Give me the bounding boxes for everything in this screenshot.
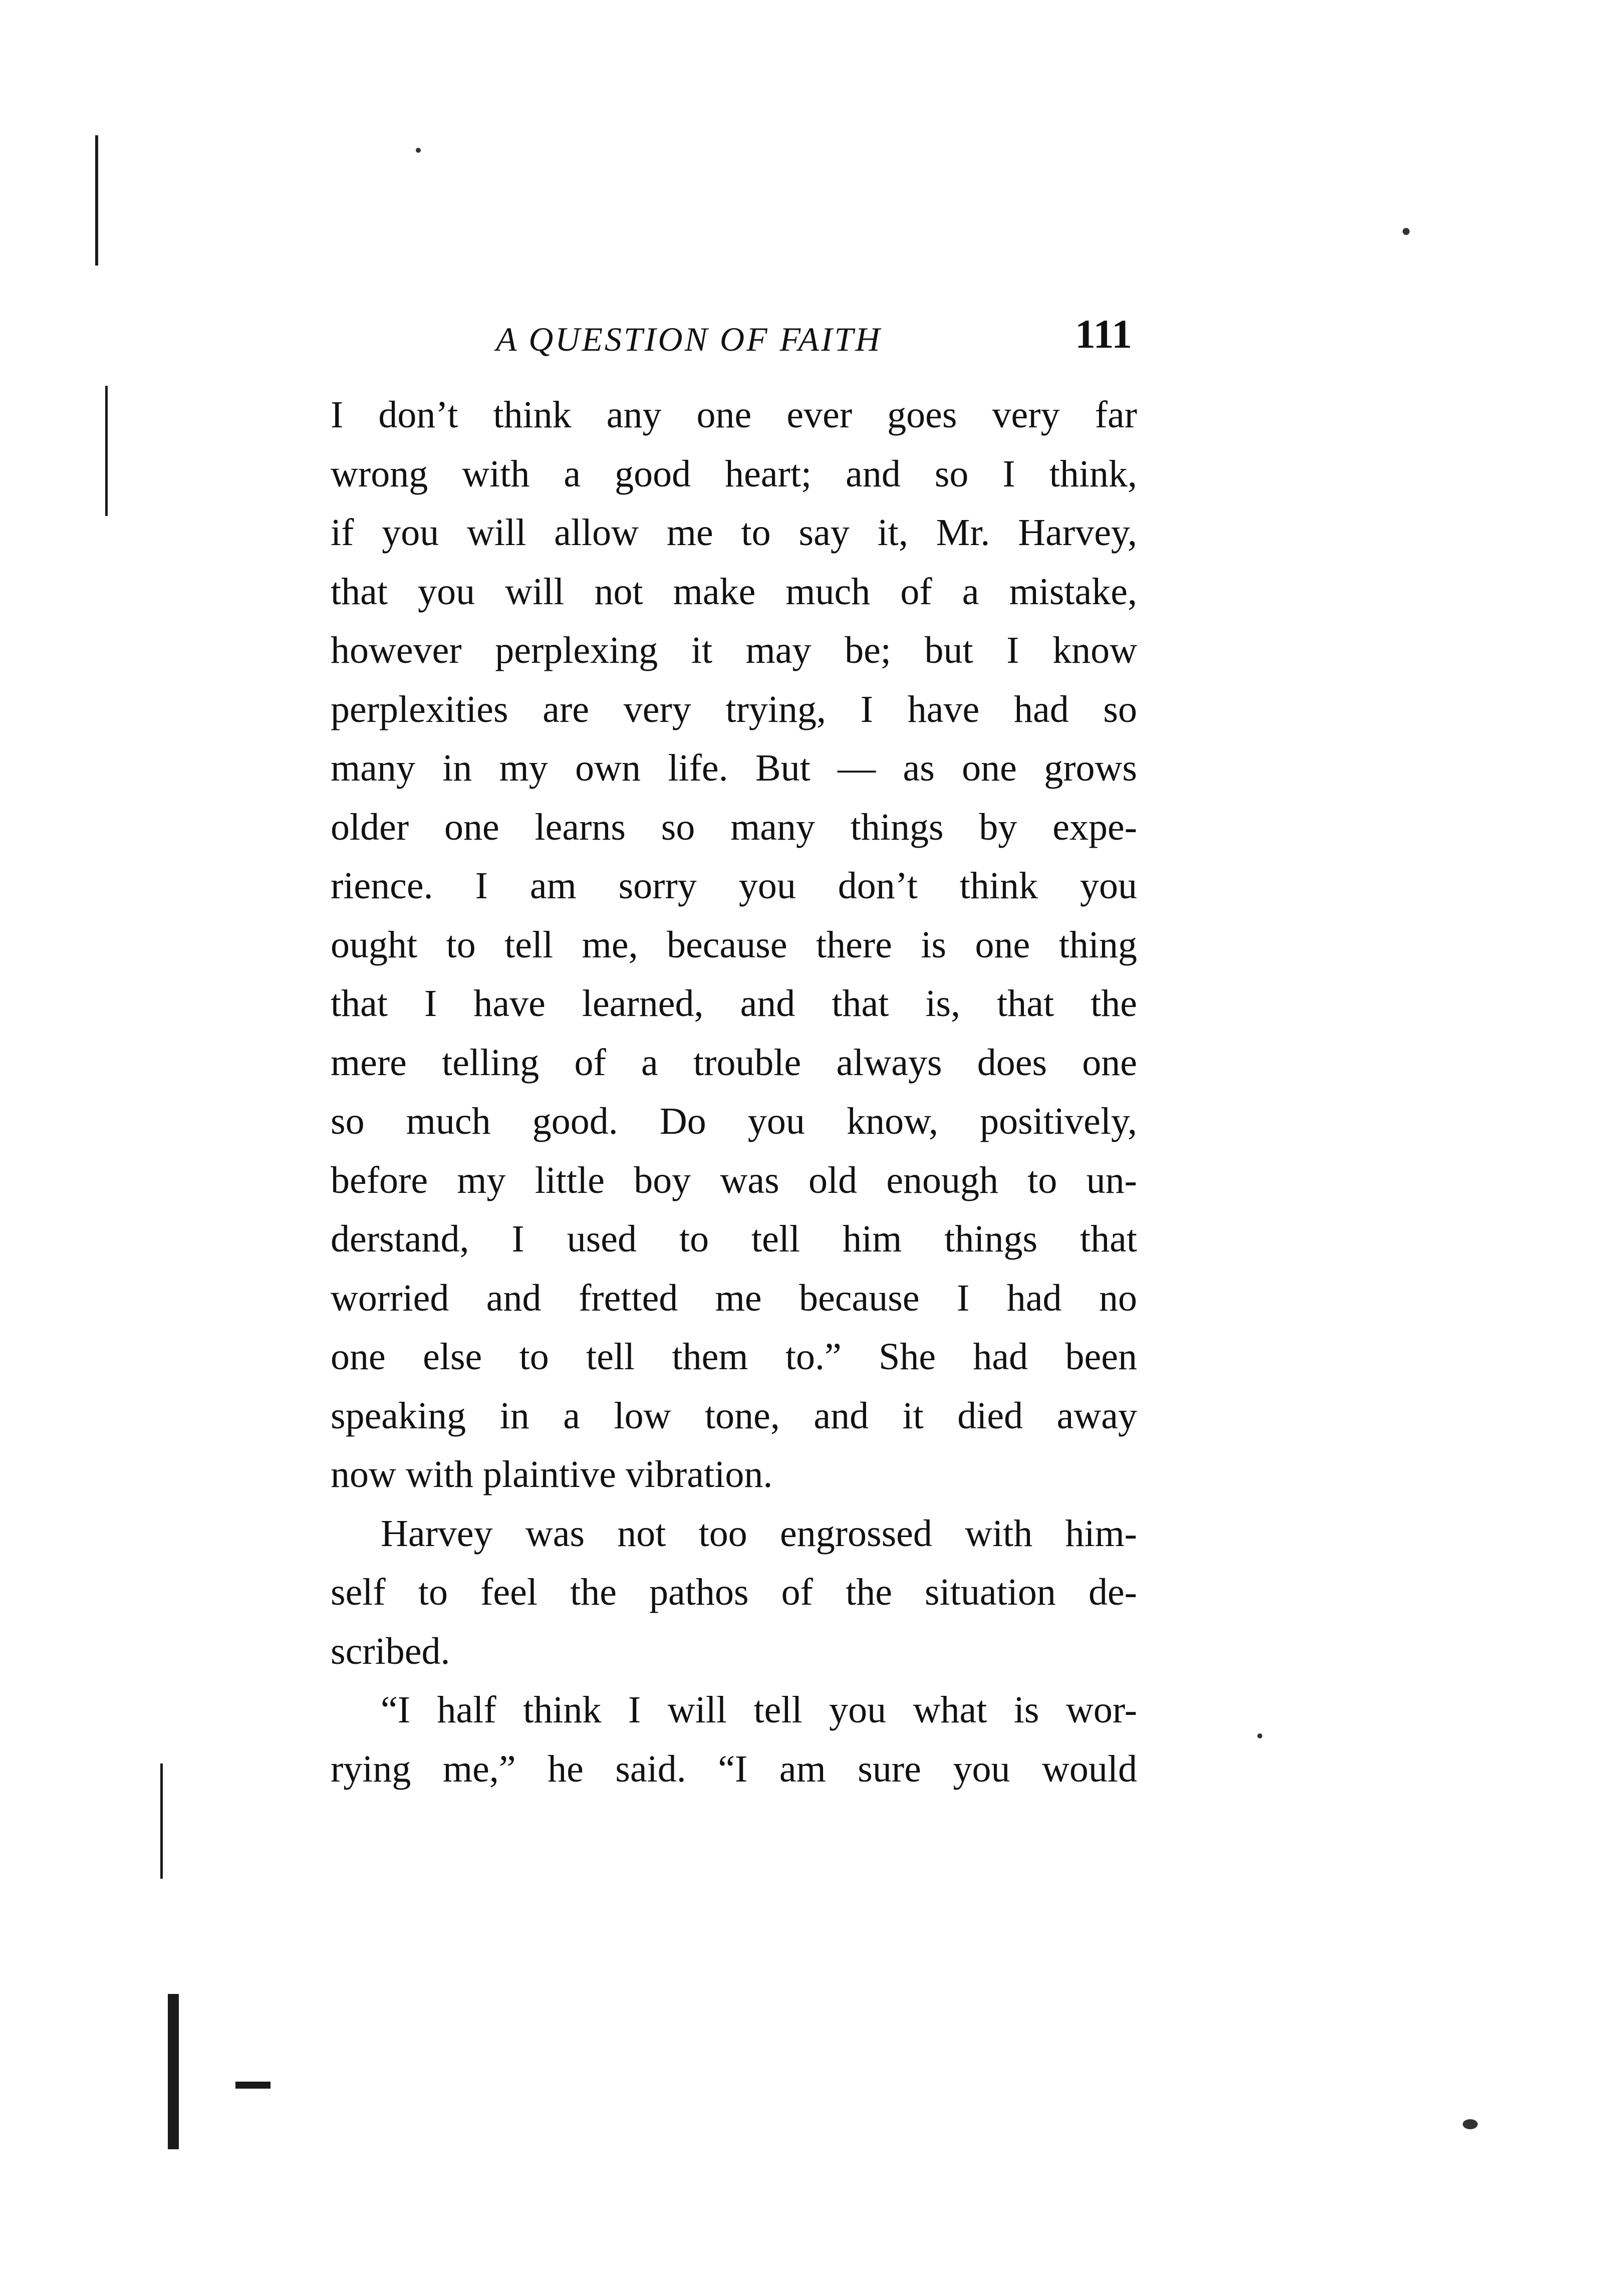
- text-line: worried and fretted me because I had no: [331, 1277, 1137, 1319]
- text-line: that I have learned, and that is, that the: [331, 982, 1137, 1025]
- page-header: [331, 311, 1132, 371]
- text-line: I don’t think any one ever goes very far: [331, 394, 1137, 436]
- text-line: rience. I am sorry you don’t think you: [331, 865, 1137, 907]
- speck: [1257, 1733, 1262, 1738]
- text-line: scribed.: [331, 1630, 450, 1672]
- text-line: self to feel the pathos of the situation de-: [331, 1571, 1137, 1613]
- gutter-mark: [160, 1763, 163, 1879]
- text-line: Harvey was not too engrossed with him-: [381, 1512, 1137, 1555]
- paragraph: [331, 1504, 1137, 1681]
- text-line: that you will not make much of a mistake,: [331, 570, 1137, 613]
- text-line: before my little boy was old enough to un-: [331, 1159, 1137, 1201]
- text-line: so much good. Do you know, positively,: [331, 1100, 1137, 1142]
- text-line: mere telling of a trouble always does one: [331, 1041, 1137, 1084]
- speck: [1463, 2119, 1478, 2129]
- gutter-mark: [105, 386, 108, 516]
- text-line: one else to tell them to.” She had been: [331, 1336, 1137, 1378]
- text-line: “I half think I will tell you what is wor-: [381, 1689, 1137, 1731]
- text-line: many in my own life. But — as one grows: [331, 747, 1137, 789]
- speck: [1403, 228, 1410, 235]
- text-line: however perplexing it may be; but I know: [331, 629, 1137, 671]
- gutter-mark: [235, 2082, 270, 2089]
- text-line: wrong with a good heart; and so I think,: [331, 452, 1137, 495]
- page-number: 111: [1075, 311, 1132, 357]
- gutter-mark: [168, 1994, 179, 2149]
- text-line: if you will allow me to say it, Mr. Harvey,: [331, 512, 1137, 554]
- paragraph: [331, 1681, 1137, 1799]
- text-line: rying me,” he said. “I am sure you would: [331, 1747, 1137, 1790]
- body-text: [331, 386, 1137, 1799]
- text-line: perplexities are very trying, I have had so: [331, 688, 1137, 730]
- paragraph: [331, 386, 1137, 1504]
- speck: [416, 148, 421, 153]
- text-line: speaking in a low tone, and it died away: [331, 1394, 1137, 1437]
- text-line: ought to tell me, because there is one thing: [331, 923, 1137, 966]
- text-line: now with plaintive vibration.: [331, 1453, 773, 1495]
- gutter-mark: [95, 135, 98, 266]
- running-title: A QUESTION OF FAITH: [496, 320, 882, 358]
- text-line: derstand, I used to tell him things that: [331, 1218, 1137, 1260]
- text-line: older one learns so many things by expe-: [331, 806, 1137, 848]
